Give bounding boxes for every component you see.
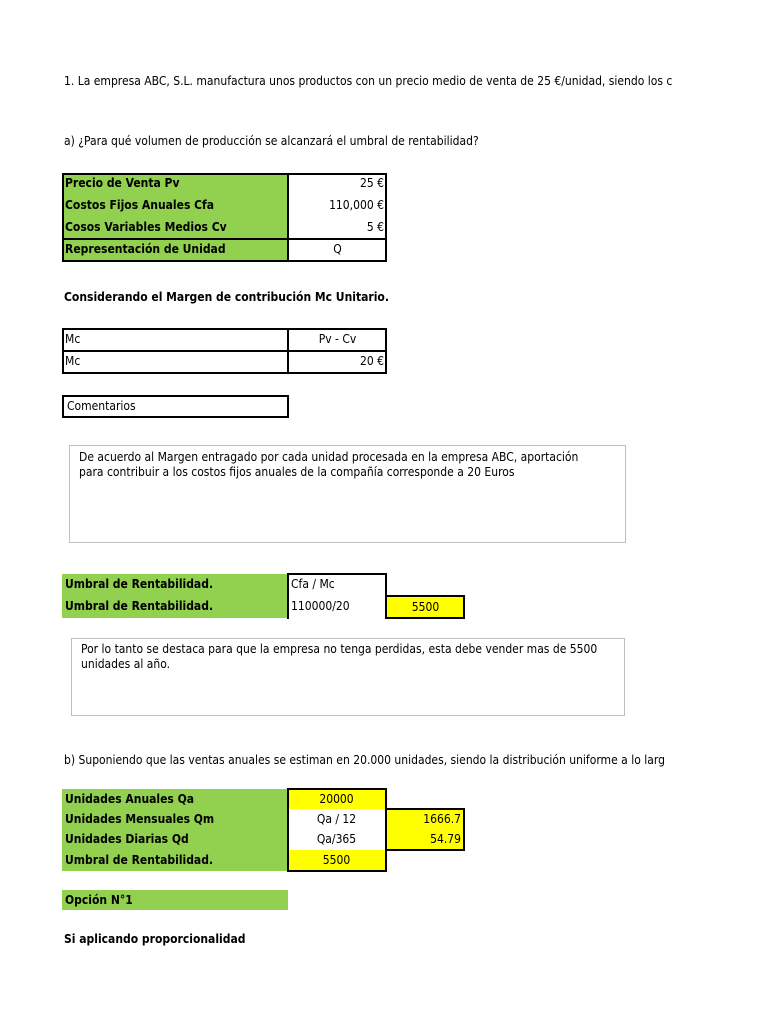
sales-result-monthly[interactable]: 1666.7 [387, 809, 464, 829]
margin-value-result[interactable]: 20 € [359, 354, 384, 368]
question-a: a) ¿Para qué volumen de producción se alcanzará el umbral de rentabilidad? [64, 134, 479, 148]
proportionality-text: Si aplicando proporcionalidad [64, 932, 246, 946]
sales-label-annual: Unidades Anuales Qa [62, 789, 287, 809]
comment-margin-line2: para contribuir a los costos fijos anuales de la compañía corresponde a 20 Euros [79, 465, 515, 479]
cost-value-fixed[interactable]: 110,000 € [329, 198, 384, 212]
sales-table [62, 788, 465, 872]
question-b: b) Suponiendo que las ventas anuales se estiman en 20.000 unidades, siendo la distribución uniforme a lo larg [64, 753, 665, 767]
comment-margin-line1: De acuerdo al Margen entragado por cada unidad procesada en la empresa ABC, aportación [79, 450, 579, 464]
problem-heading: 1. La empresa ABC, S.L. manufactura unos productos con un precio medio de venta de 25 €/unidad, siendo los c [64, 74, 673, 88]
sales-label-monthly: Unidades Mensuales Qm [62, 809, 287, 829]
threshold-label-formula: Umbral de Rentabilidad. [62, 574, 287, 596]
threshold-result[interactable]: 5500 [387, 597, 464, 618]
comment-box-conclusion[interactable] [71, 638, 625, 716]
cost-value-unit[interactable]: Q [333, 242, 342, 256]
cost-label-variable: Cosos Variables Medios Cv [62, 217, 288, 239]
cost-label-unit: Representación de Unidad [62, 239, 288, 262]
comment-box-margin[interactable] [69, 445, 626, 543]
margin-table [62, 328, 387, 374]
cost-label-price: Precio de Venta Pv [62, 173, 288, 195]
comentarios-label: Comentarios [67, 399, 136, 413]
margin-label-result: Mc [65, 354, 81, 368]
sales-result-daily[interactable]: 54.79 [387, 829, 464, 850]
sales-label-daily: Unidades Diarias Qd [62, 829, 287, 850]
threshold-label-result: Umbral de Rentabilidad. [62, 596, 287, 618]
sales-label-threshold: Umbral de Rentabilidad. [62, 850, 287, 871]
comment-conclusion-line1: Por lo tanto se destaca para que la empresa no tenga perdidas, esta debe vender mas de 5500 [81, 642, 598, 656]
threshold-formula[interactable]: Cfa / Mc [291, 577, 335, 591]
margin-label-formula: Mc [65, 332, 81, 346]
cost-value-variable[interactable]: 5 € [366, 220, 384, 234]
comentarios-cell [62, 395, 289, 418]
option-1-cell [62, 890, 288, 910]
sales-formula-monthly[interactable]: Qa / 12 [316, 812, 357, 826]
cost-table [62, 173, 387, 262]
margin-heading: Considerando el Margen de contribución Mc Unitario. [64, 290, 389, 304]
sales-value-threshold[interactable]: 5500 [288, 850, 385, 870]
cost-value-price[interactable]: 25 € [359, 176, 384, 190]
threshold-table [62, 573, 465, 619]
cost-label-fixed: Costos Fijos Anuales Cfa [62, 195, 288, 217]
threshold-calc[interactable]: 110000/20 [291, 599, 350, 613]
margin-value-formula[interactable]: Pv - Cv [318, 332, 357, 346]
comment-conclusion-line2: unidades al año. [81, 657, 171, 671]
sales-value-annual[interactable]: 20000 [288, 789, 385, 809]
sales-formula-daily[interactable]: Qa/365 [316, 832, 357, 846]
option-1-label: Opción N°1 [65, 893, 133, 907]
